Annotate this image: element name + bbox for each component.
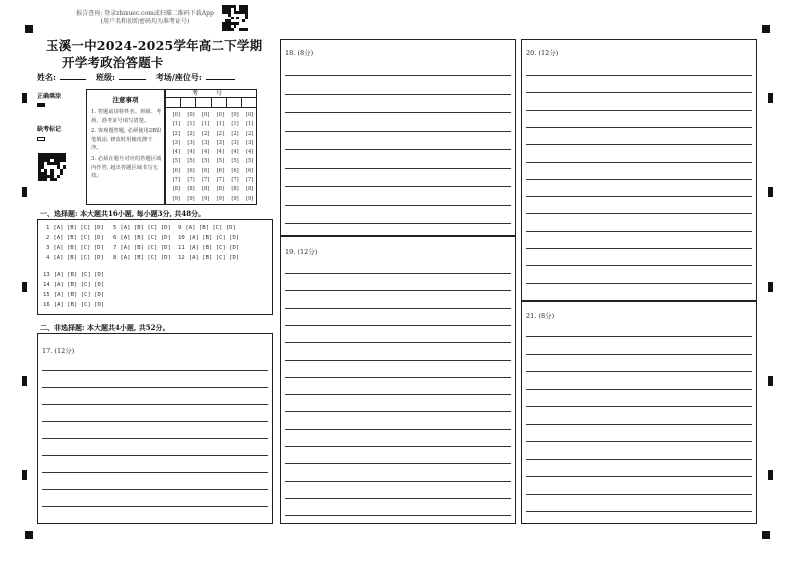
mcq-options[interactable]: [A] [B] [C] [D] — [120, 245, 171, 251]
qr-code-icon — [222, 5, 248, 31]
answer-line — [285, 223, 511, 224]
exam-digit-bubble[interactable]: [8] — [172, 186, 180, 193]
exam-digit-bubble[interactable]: [0] — [172, 112, 180, 118]
answer-line — [526, 196, 752, 197]
mcq-options[interactable]: [A] [B] [C] [D] — [120, 225, 171, 231]
mcq-options[interactable]: [A] [B] [C] [D] — [188, 245, 240, 251]
report-query-note — [70, 10, 220, 26]
exam-digit-bubble[interactable]: [5] — [245, 158, 254, 165]
exam-digit-bubble[interactable]: [6] — [172, 167, 180, 174]
seat-field[interactable] — [206, 72, 235, 80]
mcq-question-number: 2 — [46, 235, 50, 241]
answer-line — [526, 424, 752, 425]
exam-digit-bubble[interactable]: [2] — [245, 130, 254, 137]
exam-digit-box[interactable] — [196, 98, 211, 107]
answer-area-q17[interactable] — [37, 333, 273, 524]
notice-item: 3. 必须在题号对应的答题区域内作答, 超出答题区域书写无效。 — [91, 155, 162, 180]
exam-number-box — [165, 89, 257, 205]
answer-line — [526, 213, 752, 214]
answer-line — [285, 463, 511, 464]
mcq-options[interactable]: [A] [B] [C] [D] — [53, 302, 105, 308]
corner-mark-bottom-right — [762, 531, 770, 539]
exam-digit-box[interactable] — [181, 98, 196, 107]
mcq-question-number: 1 — [46, 225, 50, 231]
exam-digit-bubble[interactable]: [9] — [172, 195, 180, 202]
exam-digit-bubble[interactable]: [6] — [201, 167, 210, 174]
timing-mark-left — [22, 93, 27, 103]
exam-digit-bubble[interactable]: [5] — [216, 158, 224, 165]
mcq-options[interactable]: [A] [B] [C] [D] — [53, 272, 105, 278]
answer-line — [285, 429, 511, 430]
mcq-question-6[interactable] — [113, 235, 171, 241]
page-title: 玉溪一中2024-2025学年高二下学期 — [46, 38, 263, 53]
exam-number-write-row — [166, 98, 256, 108]
q20-label: 20. (12分) — [526, 49, 559, 57]
answer-line — [526, 283, 752, 284]
exam-digit-bubble[interactable]: [1] — [245, 121, 254, 128]
exam-digit-bubble[interactable]: [5] — [172, 158, 180, 165]
mcq-question-9[interactable] — [178, 225, 236, 231]
answer-line — [526, 231, 752, 232]
answer-line — [285, 308, 511, 309]
answer-line — [42, 489, 268, 490]
class-label: 班级: — [95, 72, 115, 82]
answer-line — [285, 360, 511, 361]
exam-digit-bubble[interactable]: [6] — [187, 167, 195, 174]
answer-line — [285, 394, 511, 395]
exam-digit-bubble[interactable]: [4] — [187, 149, 195, 156]
answer-area-q21[interactable] — [521, 301, 757, 524]
section-2-title: 二、非选择题: 本大题共4小题, 共52分。 — [40, 323, 170, 332]
mcq-options[interactable]: [A] [B] [C] [D] — [185, 225, 236, 231]
answer-line — [285, 377, 511, 378]
exam-digit-bubble[interactable]: [9] — [245, 195, 254, 202]
notice-item: 2. 客观题答题, 必须使用2B铅笔填涂, 修改时用橡皮擦干净。 — [91, 128, 162, 152]
mcq-options[interactable]: [A] [B] [C] [D] — [188, 235, 240, 241]
exam-digit-bubble[interactable]: [3] — [245, 139, 254, 146]
exam-digit-bubble[interactable]: [5] — [231, 158, 239, 165]
mcq-question-number: 16 — [43, 302, 50, 308]
exam-digit-box[interactable] — [212, 98, 227, 107]
exam-digit-bubble[interactable]: [2] — [216, 130, 224, 137]
answer-line — [42, 370, 268, 371]
answer-area-q20[interactable] — [521, 39, 757, 301]
empty-box-icon[interactable] — [37, 137, 45, 141]
answer-line — [526, 371, 752, 372]
mcq-question-11[interactable] — [178, 245, 239, 251]
answer-line — [526, 354, 752, 355]
student-qr-code-icon — [38, 153, 66, 181]
exam-digit-bubble[interactable]: [6] — [231, 167, 239, 174]
q18-label: 18. (8分) — [285, 49, 314, 57]
q21-label: 21. (8分) — [526, 312, 555, 320]
answer-line — [42, 387, 268, 388]
exam-digit-bubble[interactable]: [9] — [201, 195, 210, 202]
exam-digit-bubble[interactable]: [6] — [216, 167, 224, 174]
q19-label: 19. (12分) — [285, 248, 318, 256]
exam-number-bubbles — [169, 111, 257, 204]
answer-line — [285, 273, 511, 274]
mcq-question-number: 5 — [113, 225, 117, 231]
exam-digit-bubble[interactable]: [1] — [172, 121, 180, 128]
answer-line — [526, 389, 752, 390]
corner-mark-top-left — [25, 25, 33, 33]
exam-digit-bubble[interactable]: [7] — [187, 177, 195, 184]
mcq-question-10[interactable] — [178, 235, 239, 241]
exam-digit-bubble[interactable]: [7] — [216, 177, 224, 184]
answer-line — [285, 94, 511, 95]
answer-area-q18[interactable] — [280, 39, 516, 236]
mcq-question-4[interactable] — [46, 255, 104, 261]
answer-line — [526, 459, 752, 460]
corner-mark-top-right — [762, 25, 770, 33]
exam-digit-bubble[interactable]: [1] — [201, 121, 210, 128]
mcq-question-number: 6 — [113, 235, 117, 241]
exam-digit-bubble[interactable]: [8] — [245, 186, 254, 193]
mcq-question-7[interactable] — [113, 245, 171, 251]
mcq-options[interactable]: [A] [B] [C] [D] — [188, 255, 240, 261]
page-subtitle: 开学考政治答题卡 — [62, 55, 164, 70]
answer-line — [285, 205, 511, 206]
exam-digit-bubble[interactable]: [3] — [187, 139, 195, 146]
answer-area-q19[interactable] — [280, 236, 516, 524]
exam-digit-bubble[interactable]: [2] — [172, 130, 180, 137]
notice-item: 1. 答题前请将姓名、班级、考场、准考证号填写清楚。 — [91, 109, 162, 124]
exam-digit-box[interactable] — [166, 98, 181, 107]
correct-fill-label: 正确填涂 — [37, 93, 62, 100]
exam-digit-bubble[interactable]: [4] — [172, 149, 180, 156]
exam-digit-bubble[interactable]: [8] — [216, 186, 224, 193]
mcq-question-number: 10 — [178, 235, 185, 241]
answer-line — [42, 404, 268, 405]
exam-digit-bubble[interactable]: [3] — [231, 139, 239, 146]
answer-line — [526, 406, 752, 407]
answer-line — [526, 476, 752, 477]
exam-digit-bubble[interactable]: [7] — [245, 177, 254, 184]
mcq-options[interactable]: [A] [B] [C] [D] — [53, 235, 104, 241]
exam-digit-bubble[interactable]: [7] — [201, 177, 210, 184]
exam-digit-bubble[interactable]: [0] — [187, 112, 195, 118]
timing-mark-right — [768, 282, 773, 292]
mcq-question-number: 4 — [46, 255, 50, 261]
mcq-question-number: 15 — [43, 292, 50, 298]
mcq-options[interactable]: [A] [B] [C] [D] — [53, 245, 104, 251]
exam-digit-bubble[interactable]: [3] — [201, 139, 210, 146]
exam-digit-bubble[interactable]: [4] — [245, 149, 254, 156]
mcq-question-8[interactable] — [113, 255, 171, 261]
timing-mark-right — [768, 93, 773, 103]
section-1-title: 一、选择题: 本大题共16小题, 每小题3分, 共48分。 — [40, 209, 206, 218]
answer-line — [285, 131, 511, 132]
exam-digit-bubble[interactable]: [5] — [201, 158, 210, 165]
mcq-options[interactable]: [A] [B] [C] [D] — [120, 255, 171, 261]
mcq-question-number: 8 — [113, 255, 117, 261]
multiple-choice-area — [37, 219, 273, 315]
timing-mark-right — [768, 376, 773, 386]
answer-line — [526, 336, 752, 337]
answer-line — [285, 112, 511, 113]
timing-mark-right — [768, 470, 773, 480]
exam-digit-box[interactable] — [227, 98, 242, 107]
timing-mark-left — [22, 187, 27, 197]
exam-digit-bubble[interactable]: [5] — [187, 158, 195, 165]
mcq-question-number: 11 — [178, 245, 185, 251]
answer-line — [526, 144, 752, 145]
answer-line — [526, 75, 752, 76]
exam-digit-bubble[interactable]: [7] — [231, 177, 239, 184]
answer-line — [526, 162, 752, 163]
exam-digit-bubble[interactable]: [9] — [187, 195, 195, 202]
mcq-question-13[interactable] — [43, 272, 104, 278]
exam-digit-bubble[interactable]: [2] — [187, 130, 195, 137]
exam-digit-bubble[interactable]: [0] — [231, 112, 239, 118]
timing-mark-left — [22, 376, 27, 386]
answer-line — [285, 290, 511, 291]
exam-digit-bubble[interactable]: [8] — [187, 186, 195, 193]
mcq-options[interactable]: [A] [B] [C] [D] — [53, 282, 105, 288]
mcq-question-16[interactable] — [43, 302, 104, 308]
exam-digit-bubble[interactable]: [0] — [201, 112, 210, 118]
answer-line — [526, 127, 752, 128]
answer-line — [285, 342, 511, 343]
mcq-question-number: 7 — [113, 245, 117, 251]
answer-line — [285, 481, 511, 482]
corner-mark-bottom-left — [25, 531, 33, 539]
answer-line — [285, 411, 511, 412]
timing-mark-right — [768, 187, 773, 197]
correct-fill-legend — [37, 91, 61, 107]
mcq-question-3[interactable] — [46, 245, 104, 251]
answer-line — [42, 472, 268, 473]
login-hint-line: (用户名和初始密码均为准考证号) — [100, 18, 190, 25]
answer-line — [526, 265, 752, 266]
name-field[interactable] — [60, 72, 86, 80]
mcq-options[interactable]: [A] [B] [C] [D] — [120, 235, 171, 241]
mcq-question-number: 14 — [43, 282, 50, 288]
exam-digit-bubble[interactable]: [1] — [216, 121, 224, 128]
answer-line — [526, 511, 752, 512]
mcq-question-5[interactable] — [113, 225, 171, 231]
exam-digit-bubble[interactable]: [0] — [245, 112, 254, 118]
answer-line — [285, 446, 511, 447]
q17-label: 17. (12分) — [42, 347, 75, 355]
answer-line — [285, 149, 511, 150]
missing-mark-label: 缺考标记 — [37, 126, 62, 133]
mcq-question-number: 12 — [178, 255, 185, 261]
answer-line — [42, 455, 268, 456]
answer-line — [285, 498, 511, 499]
mcq-options[interactable]: [A] [B] [C] [D] — [53, 292, 105, 298]
exam-digit-bubble[interactable]: [2] — [231, 130, 239, 137]
exam-digit-bubble[interactable]: [7] — [172, 177, 180, 184]
name-label: 姓名: — [37, 72, 56, 82]
answer-line — [285, 168, 511, 169]
student-info-row — [37, 72, 245, 83]
exam-digit-bubble[interactable]: [2] — [201, 130, 210, 137]
mcq-question-2[interactable] — [46, 235, 104, 241]
mcq-question-number: 3 — [46, 245, 50, 251]
exam-digit-box[interactable] — [242, 98, 256, 107]
exam-digit-bubble[interactable]: [3] — [172, 139, 180, 146]
notice-box — [86, 89, 165, 205]
exam-digit-bubble[interactable]: [8] — [201, 186, 210, 193]
exam-digit-bubble[interactable]: [9] — [216, 195, 224, 202]
answer-line — [526, 494, 752, 495]
answer-line — [285, 515, 511, 516]
exam-digit-bubble[interactable]: [6] — [245, 167, 254, 174]
answer-line — [285, 186, 511, 187]
mcq-question-number: 9 — [178, 225, 182, 231]
answer-line — [526, 441, 752, 442]
answer-line — [526, 92, 752, 93]
filled-box-icon — [37, 103, 45, 107]
exam-digit-bubble[interactable]: [1] — [187, 121, 195, 128]
answer-line — [42, 506, 268, 507]
answer-line — [285, 75, 511, 76]
mcq-question-14[interactable] — [43, 282, 104, 288]
timing-mark-left — [22, 470, 27, 480]
mcq-question-number: 13 — [43, 272, 50, 278]
mcq-question-15[interactable] — [43, 292, 104, 298]
mcq-options[interactable]: [A] [B] [C] [D] — [53, 225, 104, 231]
exam-digit-bubble[interactable]: [8] — [231, 186, 239, 193]
answer-line — [526, 110, 752, 111]
missing-mark-legend — [37, 124, 61, 141]
seat-label: 考场/座位号: — [155, 72, 202, 82]
notice-title: 注意事项 — [112, 96, 139, 104]
exam-digit-bubble[interactable]: [0] — [216, 112, 224, 118]
timing-mark-left — [22, 282, 27, 292]
exam-digit-bubble[interactable]: [3] — [216, 139, 224, 146]
exam-number-title: 考 号 — [166, 90, 256, 98]
notice-body — [91, 108, 163, 181]
class-field[interactable] — [119, 72, 146, 80]
answer-line — [285, 325, 511, 326]
answer-line — [526, 248, 752, 249]
report-query-line: 报告查询: 登录zhixuec.com或扫描二维码下载App — [76, 10, 214, 17]
mcq-question-1[interactable] — [46, 225, 104, 231]
answer-line — [42, 421, 268, 422]
answer-line — [42, 438, 268, 439]
exam-digit-bubble[interactable]: [4] — [216, 149, 224, 156]
exam-digit-bubble[interactable]: [9] — [231, 195, 239, 202]
mcq-options[interactable]: [A] [B] [C] [D] — [53, 255, 104, 261]
exam-digit-bubble[interactable]: [1] — [231, 121, 239, 128]
mcq-question-12[interactable] — [178, 255, 239, 261]
exam-digit-bubble[interactable]: [4] — [231, 149, 239, 156]
exam-digit-bubble[interactable]: [4] — [201, 149, 210, 156]
answer-line — [526, 179, 752, 180]
